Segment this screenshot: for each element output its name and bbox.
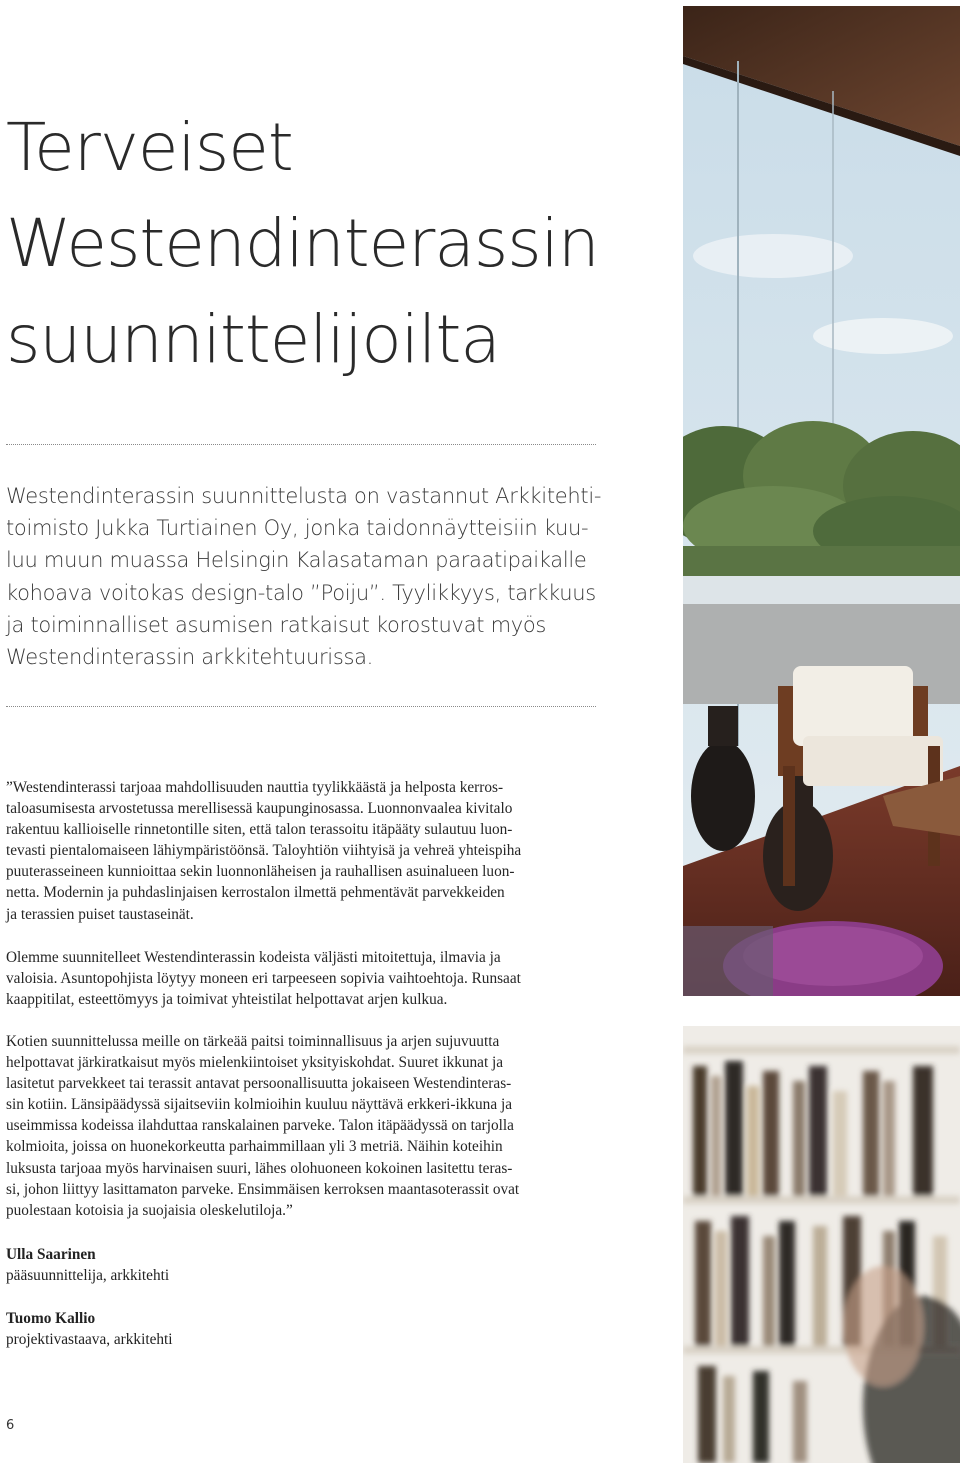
- body-line: useimmissa kodeissa ilahduttaa ranskalainen parveke. Talon itäpäädyssä on tarjolla: [6, 1117, 514, 1135]
- body-paragraph-1: [6, 777, 596, 925]
- signature-2: [6, 1308, 173, 1350]
- title-line: suunnittelijoilta: [6, 301, 500, 378]
- bookshelf-photo: [683, 1026, 960, 1463]
- terrace-photo-illustration: [683, 6, 960, 996]
- body-line: puolestaan kotoisia ja suojaisia oleskelutiloja.”: [6, 1201, 293, 1219]
- lead-paragraph: [6, 480, 606, 673]
- body-line: sin kotiin. Länsipäädyssä sijaitseviin kolmioihin kuuluu näyttävä erkkeri-ikkuna ja: [6, 1096, 512, 1114]
- title-line: Terveiset: [6, 109, 293, 186]
- body-line: kaappitilat, esteettömyys ja toimivat yhteistilat helpottavat arjen kulkua.: [6, 991, 448, 1009]
- body-line: luksusta tarjoaa myös harvinaisen suuri, lähes olohuoneen kokoinen lasitettu teras-: [6, 1159, 513, 1177]
- page-title: [6, 100, 646, 388]
- bookshelf-photo-illustration: [683, 1026, 960, 1463]
- dotted-divider: [6, 444, 596, 445]
- signature-name: Ulla Saarinen: [6, 1246, 96, 1263]
- body-line: lasitetut parvekkeet tai terassit antavat persoonallisuutta jokaiseen Westendinteras-: [6, 1075, 512, 1093]
- body-line: netta. Modernin ja puhdaslinjaisen kerrostalon ilmettä pehmentävät parvekkeiden: [6, 884, 505, 902]
- body-line: valoisia. Asuntopohjista löytyy moneen eri tarpeeseen sopivia vaihtoehtoja. Runsaat: [6, 970, 521, 988]
- body-line: ”Westendinterassi tarjoaa mahdollisuuden nauttia tyylikkäästä ja helposta kerros-: [6, 779, 504, 796]
- body-line: tevasti pientalomaiseen lähiympäristöönsä. Taloyhtiön viihtyisä ja vehreä yhteispiha: [6, 842, 522, 860]
- lead-line: ja toiminnalliset asumisen ratkaisut korostuvat myös: [6, 612, 547, 637]
- body-line: kolmioita, joissa on huonekorkeutta parhaimmillaan yli 3 metriä. Näihin koteihin: [6, 1138, 503, 1156]
- terrace-photo: [683, 6, 960, 996]
- body-line: ja terassien puiset taustaseinät.: [6, 905, 194, 923]
- lead-line: kohoava voitokas design-talo ”Poiju”. Tyylikkyys, tarkkuus: [6, 580, 596, 605]
- signature-1: [6, 1244, 169, 1286]
- body-line: rakentuu kallioiselle rinnetontille siten, että talon terassoitu itäpääty sulautuu luon-: [6, 821, 513, 839]
- body-line: Olemme suunnitelleet Westendinterassin kodeista väljästi mitoitettuja, ilmavia ja: [6, 949, 501, 966]
- body-line: puuterasseineen kunnioittaa sekin luonnonläheisen ja rauhallisen asuinalueen luon-: [6, 863, 515, 881]
- signature-role: pääsuunnittelija, arkkitehti: [6, 1267, 170, 1285]
- body-line: taloasumisesta arvostetussa merellisessä kaupunginosassa. Luonnonvaalea kivitalo: [6, 800, 513, 818]
- title-line: Westendinterassin: [6, 205, 599, 282]
- body-paragraph-2: [6, 947, 596, 1010]
- body-line: helpottavat järkiratkaisut myös mielenkiintoiset yksityiskohdat. Suuret ikkunat ja: [6, 1054, 504, 1072]
- signature-name: Tuomo Kallio: [6, 1310, 96, 1327]
- lead-line: Westendinterassin arkkitehtuurissa.: [6, 645, 374, 670]
- body-line: Kotien suunnittelussa meille on tärkeää paitsi toiminnallisuus ja arjen sujuvuutta: [6, 1033, 500, 1050]
- signature-role: projektivastaava, arkkitehti: [6, 1331, 173, 1349]
- page-number: 6: [6, 1418, 15, 1433]
- body-line: si, johon liittyy lasittamaton parveke. Ensimmäisen kerroksen maantasoterassit ovat: [6, 1180, 520, 1198]
- lead-line: Westendinterassin suunnittelusta on vastannut Arkkitehti-: [6, 484, 602, 508]
- dotted-divider: [6, 706, 596, 707]
- body-paragraph-3: [6, 1031, 596, 1221]
- lead-line: luu muun muassa Helsingin Kalasataman paraatipaikalle: [6, 548, 587, 573]
- lead-line: toimisto Jukka Turtiainen Oy, jonka taidonnäytteisiin kuu-: [6, 516, 589, 541]
